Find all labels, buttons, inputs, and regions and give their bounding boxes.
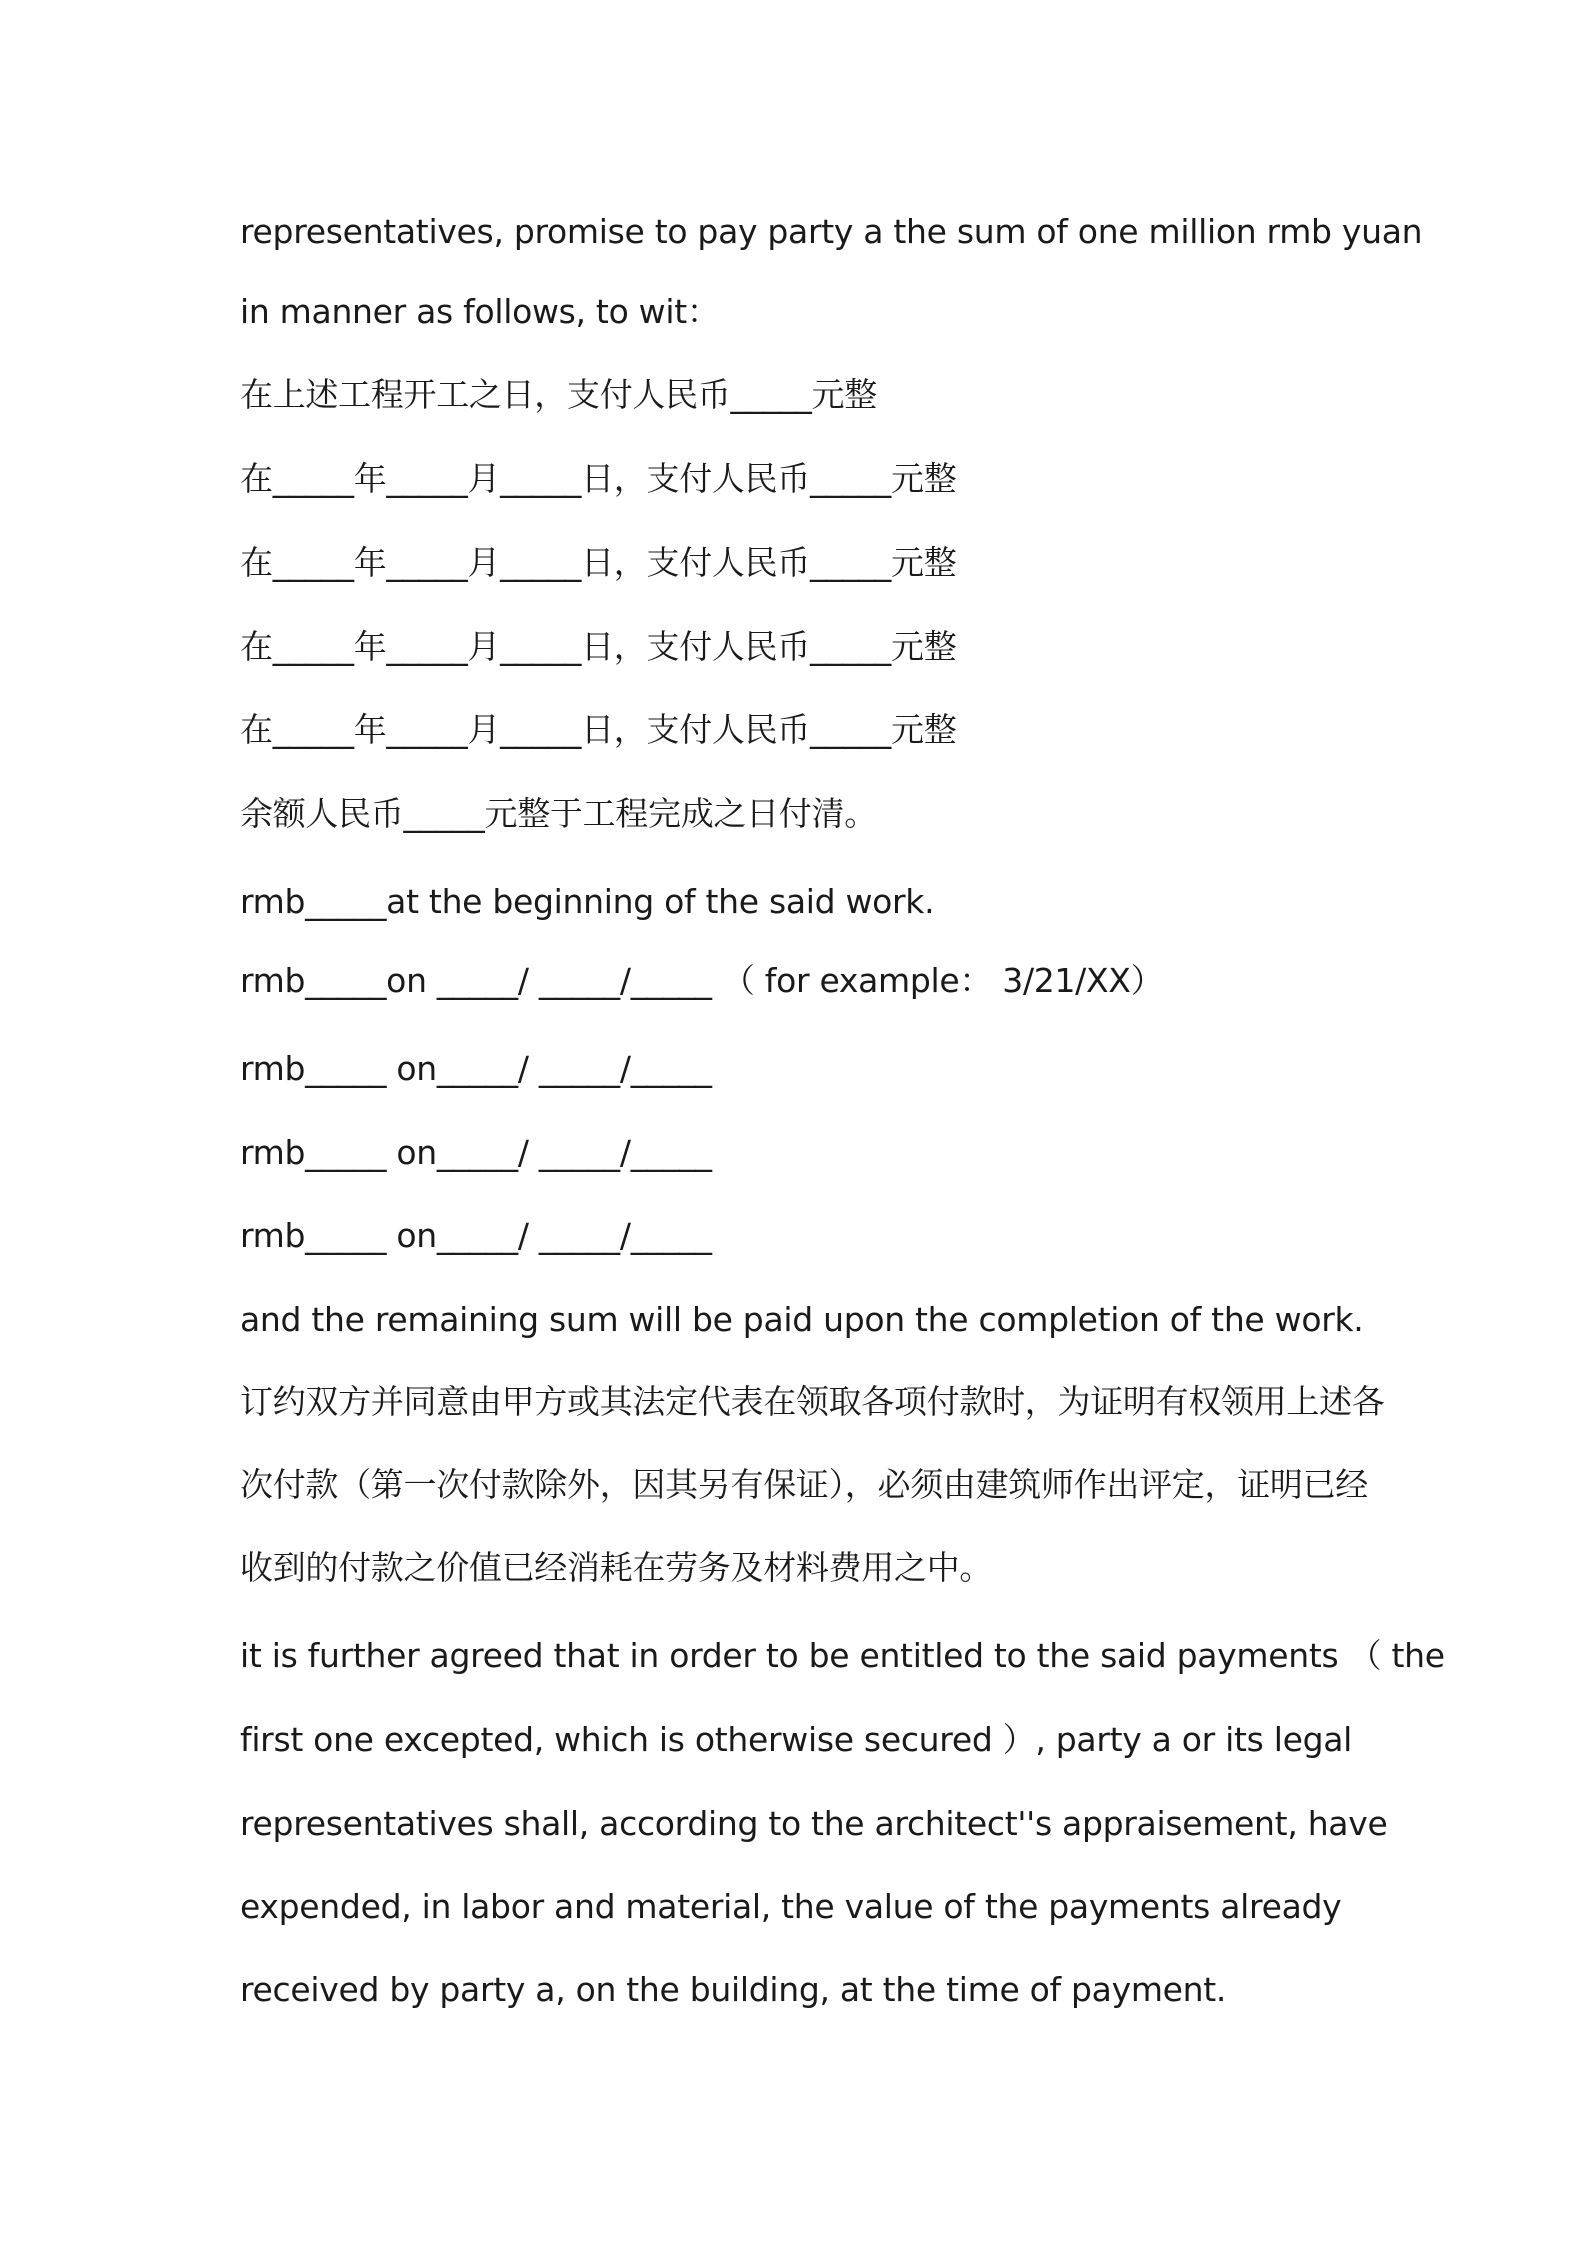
text-line: rmb_____on _____/ _____/_____ （ for example： 3/21/XX）: [240, 961, 1164, 1000]
text-line: 在_____年_____月_____日，支付人民币_____元整: [240, 627, 957, 666]
text-line: 在_____年_____月_____日，支付人民币_____元整: [240, 459, 957, 498]
text-line: in manner as follows, to wit：: [240, 292, 720, 331]
text-line: representatives, promise to pay party a the sum of one million rmb yuan: [240, 212, 1423, 251]
text-line: rmb_____at the beginning of the said work.: [240, 882, 935, 921]
text-line: first one excepted, which is otherwise secured ）, party a or its legal: [240, 1720, 1353, 1759]
text-line: 订约双方并同意由甲方或其法定代表在领取各项付款时，为证明有权领用上述各: [240, 1382, 1385, 1421]
text-line: rmb_____ on_____/ _____/_____: [240, 1049, 712, 1088]
text-line: representatives shall, according to the architect''s appraisement, have: [240, 1804, 1388, 1843]
text-line: and the remaining sum will be paid upon the completion of the work.: [240, 1300, 1364, 1339]
text-line: 在上述工程开工之日，支付人民币_____元整: [240, 375, 877, 414]
text-line: rmb_____ on_____/ _____/_____: [240, 1216, 712, 1255]
text-line: 在_____年_____月_____日，支付人民币_____元整: [240, 543, 957, 582]
text-line: expended, in labor and material, the value of the payments already: [240, 1887, 1342, 1926]
text-line: 收到的付款之价值已经消耗在劳务及材料费用之中。: [240, 1548, 993, 1587]
text-line: rmb_____ on_____/ _____/_____: [240, 1133, 712, 1172]
text-line: 余额人民币_____元整于工程完成之日付清。: [240, 794, 877, 833]
text-line: received by party a, on the building, at the time of payment.: [240, 1970, 1227, 2009]
text-line: it is further agreed that in order to be entitled to the said payments （ the: [240, 1636, 1445, 1675]
text-line: 次付款（第一次付款除外，因其另有保证），必须由建筑师作出评定，证明已经: [240, 1465, 1369, 1504]
text-line: 在_____年_____月_____日，支付人民币_____元整: [240, 710, 957, 749]
